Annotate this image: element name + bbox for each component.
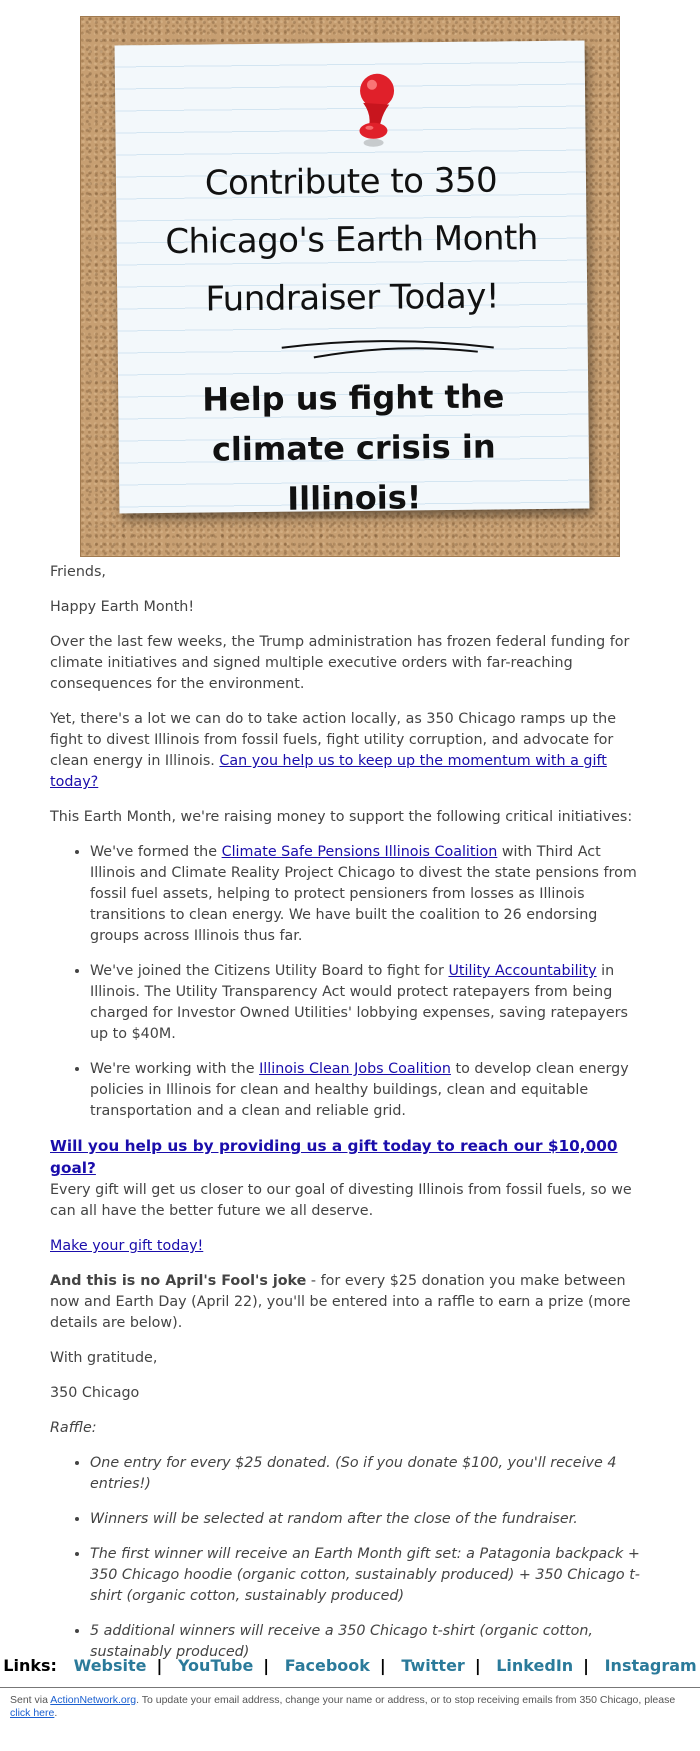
instagram-link[interactable]: Instagram — [604, 1656, 697, 1675]
list-item: • The first winner will receive an Earth Month gift set: a Patagonia backpack + 350 Chicago hoodie (organic cotton, sustainably produced) + 350 Chicago t-shirt (organic cotton, sustainably produced) — [90, 1544, 650, 1607]
separator: | — [263, 1656, 270, 1675]
facebook-link[interactable]: Facebook — [284, 1656, 370, 1675]
linkedin-link[interactable]: LinkedIn — [496, 1656, 574, 1675]
goal-paragraph: Will you help us by providing us a gift today to reach our $10,000 goal? Every gift will get us closer to our goal of divesting Illinois from fossil fuels, so we can all have the better future we all deserve. — [50, 1137, 632, 1219]
youtube-link[interactable]: YouTube — [177, 1656, 254, 1675]
list-item: • Winners will be selected at random after the close of the fundraiser. — [90, 1509, 650, 1530]
paragraph-local-action: Yet, there's a lot we can do to take action locally, as 350 Chicago ramps up the fight to divest Illinois from fossil fuels, fight utility corruption, and advocate for clean energy in Illinois. Can you help us to keep up the momentum with a gift today? — [50, 711, 617, 790]
list-item: • One entry for every $25 donated. (So if you donate $100, you'll receive 4 entries!) — [90, 1453, 650, 1495]
paragraph-intro: Over the last few weeks, the Trump administration has frozen federal funding for climate initiatives and signed multiple executive orders with far-reaching consequences for the environment. — [50, 634, 630, 692]
footer-notice: Sent via ActionNetwork.org. To update your email address, change your name or address, or to stop receiving emails from 350 Chicago, please click here. — [10, 1694, 676, 1719]
paragraph-initiatives: This Earth Month, we're raising money to support the following critical initiatives: — [50, 809, 633, 825]
pensions-coalition-link[interactable]: Climate Safe Pensions Illinois Coalition — [221, 844, 498, 860]
push-pin-icon — [345, 70, 406, 151]
happy-earth-month: Happy Earth Month! — [50, 599, 195, 615]
list-item: • 5 additional winners will receive a 350 Chicago t-shirt (organic cotton, sustainably produced) — [90, 1621, 650, 1663]
signature: 350 Chicago — [50, 1385, 140, 1401]
clean-jobs-coalition-link[interactable]: Illinois Clean Jobs Coalition — [259, 1061, 451, 1077]
make-gift-link[interactable]: Make your gift today! — [50, 1238, 204, 1254]
email-body — [50, 562, 650, 1677]
twitter-link[interactable]: Twitter — [401, 1656, 465, 1675]
hero-subtitle: Help us fight the climate crisis in Illinois! — [202, 377, 505, 518]
list-item: • We've formed the Climate Safe Pensions Illinois Coalition with Third Act Illinois and Climate Reality Project Chicago to divest the state pensions from fossil fuel assets, helping to protect pensioners from losses as Illinois transitions to clean energy. We have built the coalition to 26 endorsing groups across Illinois thus far. — [90, 842, 650, 947]
separator: | — [583, 1656, 590, 1675]
separator: | — [156, 1656, 163, 1675]
social-links-bar — [0, 1656, 700, 1675]
links-label: Links: — [3, 1656, 57, 1675]
greeting: Friends, — [50, 564, 106, 580]
raffle-heading: Raffle: — [50, 1420, 97, 1436]
underline-decoration — [278, 333, 498, 365]
goal-link[interactable]: Will you help us by providing us a gift today to reach our $10,000 goal? — [50, 1137, 618, 1177]
closing: With gratitude, — [50, 1350, 158, 1366]
list-item: • We've joined the Citizens Utility Board to fight for Utility Accountability in Illinois. The Utility Transparency Act would protect ratepayers from being charged for Investor Owned Utilities' lobbying expenses, saving ratepayers up to $40M. — [90, 961, 650, 1045]
hero-title: Contribute to 350 Chicago's Earth Month Fundraiser Today! — [165, 160, 539, 320]
separator: | — [379, 1656, 386, 1675]
actionnetwork-link[interactable]: ActionNetwork.org — [50, 1694, 137, 1706]
separator: | — [474, 1656, 481, 1675]
sticky-note — [115, 41, 590, 518]
list-item: • We're working with the Illinois Clean Jobs Coalition to develop clean energy policies in Illinois for clean and healthy buildings, clean and equitable transportation and a clean and reliable grid. — [90, 1059, 650, 1122]
raffle-announcement: And this is no April's Fool's joke - for every $25 donation you make between now and Earth Day (April 22), you'll be entered into a raffle to earn a prize (more details are below). — [50, 1273, 631, 1331]
momentum-gift-link[interactable]: Can you help us to keep up the momentum with a gift today? — [50, 753, 607, 790]
footer-divider — [0, 1687, 700, 1688]
hero-banner — [80, 16, 620, 557]
website-link[interactable]: Website — [73, 1656, 147, 1675]
unsubscribe-link[interactable]: click here — [10, 1707, 55, 1719]
cta-paragraph — [50, 1236, 650, 1257]
initiatives-list — [50, 842, 650, 1122]
raffle-list — [50, 1453, 650, 1663]
utility-accountability-link[interactable]: Utility Accountability — [448, 963, 597, 979]
